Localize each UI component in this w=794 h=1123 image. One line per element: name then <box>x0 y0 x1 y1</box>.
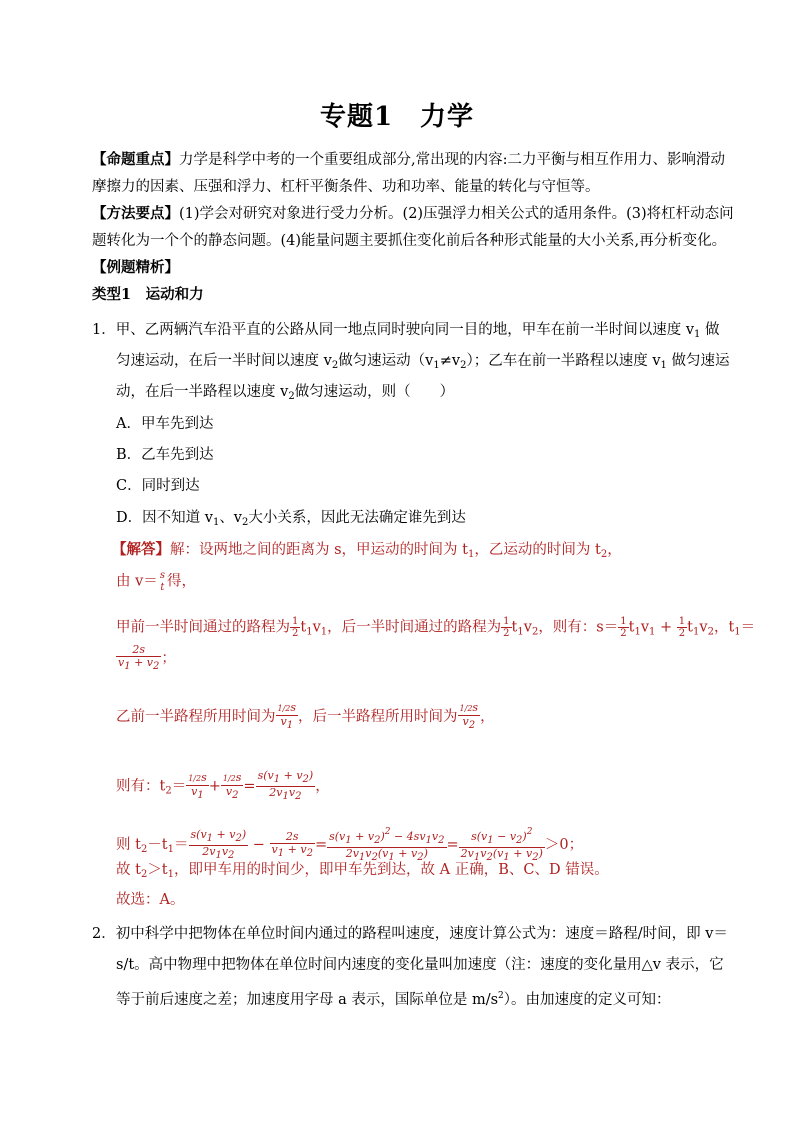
method-label: 【方法要点】 <box>92 205 179 222</box>
answer-line-7: 则 $t_2-t_1=$ $\frac{s(v_1 + v_2)}{2v_1v_2}$ − $\frac{2s}{v_1 + v_2}$ = $\frac{s(v_1 + v_2)^2 - 4sv_1v_2}{2v_1v_2(v_1 + v_2)}$ = $\frac{s(v_1 - v_2)^2}{2v_1v_2(v_1 + v_2)}$ ＞0； <box>116 827 584 863</box>
method-line-1 <box>92 204 734 224</box>
q1-line-3-b: 做匀速运动，则（ ） <box>294 384 455 400</box>
answer-line-4: $\frac{2s}{v_1 + v_2}$ ； <box>118 643 176 672</box>
answer-line-6: 则有：$t_2=$ $\frac{1/2s}{v_1}$ + $\frac{1/2s}{v_2}$ = $\frac{s(v_1 + v_2)}{2v_1v_2}$ ， <box>116 769 330 802</box>
q1-line-2: 匀速运动，在后一半时间以速度 $v_2$做匀速运动$(v_1\ne v_2)$；乙车在前一半路程以速度 $v_1$ 做匀速运 <box>116 353 730 371</box>
answer-6-a: 则有：t <box>116 778 166 795</box>
answer-7-b: －t <box>147 837 168 853</box>
answer-3-c: ，则有：s＝ <box>538 619 619 636</box>
method-line-2: 题转化为一个个的静态问题。(4)能量问题主要抓住变化前后各种形式能量的大小关系,再分析变化。 <box>92 233 727 249</box>
answer-7-a: 则 t <box>116 837 141 853</box>
fraction-half: $\frac{1}{2}$ <box>292 616 299 639</box>
fraction-half-s-over-v1: $\frac{1/2s}{v_1}$ <box>277 701 297 731</box>
answer-7-d: ＞0； <box>544 837 584 853</box>
answer-line-5 <box>116 702 495 732</box>
q2-line-3-b: ）。由加速度的定义可知： <box>503 992 671 1008</box>
option-d-b: 、v <box>219 510 243 526</box>
option-d: D．因不知道 $v_1$、$v_2$大小关系，因此无法确定谁先到达 <box>116 510 466 528</box>
answer-8-b: ＞t <box>147 862 168 878</box>
focus-label: 【命题重点】 <box>92 151 179 168</box>
type-label: 类型1 运动和力 <box>92 286 204 303</box>
q1-line-3: 动，在后一半路程以速度 $v_2$做匀速运动，则（ ） <box>116 384 455 402</box>
q1-sub: 1 <box>694 329 701 340</box>
fraction-half: $\frac{1}{2}$ <box>678 616 686 639</box>
q2-line-1: 2．初中科学中把物体在单位时间内通过的路程叫速度，速度计算公式为：速度＝路程/时间，即 v＝ <box>92 926 728 942</box>
answer-line-2 <box>116 570 196 593</box>
page-title: 专题1 力学 <box>319 102 475 132</box>
fraction-s-over-t: s t <box>159 570 165 593</box>
answer-5-a: 乙前一半路程所用时间为 <box>116 709 276 725</box>
answer-3-d: ，t <box>713 619 735 636</box>
answer-label: 【解答】 <box>112 541 170 558</box>
q1-line-2-a: 匀速运动，在后一半时间以速度 v <box>116 353 332 369</box>
answer-7-c: ＝ <box>174 837 189 853</box>
answer-line-8: 故 $t_2>t_1$，即甲车用的时间少，即甲车先到达，故 A 正确，B、C、D 错误。 <box>116 862 609 880</box>
answer-3-b: ，后一半时间通过的路程为 <box>327 619 502 636</box>
q1-line-1-end: 做 <box>700 322 720 338</box>
q1-line-1 <box>92 320 720 345</box>
q2-line-2: s/t。高中物理中把物体在单位时间内速度的变化量叫加速度（注：速度的变化量用△v 表示，它 <box>116 957 724 973</box>
answer-8-c: ，即甲车用的时间少，即甲车先到达，故 A 正确，B、C、D 错误。 <box>174 862 609 878</box>
q2-line-3-a: 等于前后速度之差；加速度用字母 a 表示，国际单位是 m/s <box>116 992 499 1008</box>
answer-2-b: 得， <box>166 573 196 590</box>
option-c: C．同时到达 <box>116 478 200 494</box>
option-b: B．乙车先到达 <box>116 447 214 463</box>
answer-1-b: ，乙运动的时间为 t <box>474 542 601 558</box>
answer-line-9: 故选：A。 <box>116 892 185 908</box>
q1-line-3-a: 动，在后一半路程以速度 v <box>116 384 289 400</box>
q1-line-2-e: 做匀速运 <box>666 353 730 369</box>
answer-3-e: ＝ <box>740 619 756 636</box>
q1-line-2-c: ≠v <box>439 353 461 369</box>
answer-line-1: 【解答】解：设两地之间的距离为 s，甲运动的时间为 $t_1$，乙运动的时间为 $t_2$， <box>112 541 622 560</box>
examples-label: 【例题精析】 <box>92 259 179 276</box>
method-text-1: (1)学会对研究对象进行受力分析。(2)压强浮力相关公式的适用条件。(3)将杠杆动态问 <box>179 206 734 222</box>
fraction-t2-result: $\frac{s(v_1 + v_2)}{2v_1v_2}$ <box>257 769 314 802</box>
fraction-half: $\frac{1}{2}$ <box>503 616 510 639</box>
q1-line-2-d: ）；乙车在前一半路程以速度 v <box>466 353 661 369</box>
focus-text-1: 力学是科学中考的一个重要组成部分,常出现的内容:二力平衡与相互作用力、影响滑动 <box>179 152 725 168</box>
answer-5-c: ， <box>480 709 495 725</box>
answer-1-a: 解：设两地之间的距离为 s，甲运动的时间为 t <box>170 542 468 558</box>
answer-2-a: 由 v＝ <box>116 573 158 590</box>
fraction-t2-b: $\frac{1/2s}{v_2}$ <box>222 770 242 801</box>
q1-line-1-text: 1．甲、乙两辆汽车沿平直的公路从同一地点同时驶向同一目的地，甲车在前一半时间以速度 v <box>92 322 695 338</box>
fraction-half-s-over-v2: $\frac{1/2s}{v_2}$ <box>459 701 479 731</box>
answer-8-a: 故 t <box>116 862 141 878</box>
answer-3-a: 甲前一半时间通过的路程为 <box>116 619 290 636</box>
fraction-2s-over-sum: $\frac{2s}{v_1 + v_2}$ <box>118 643 160 672</box>
fraction-diff-b: $\frac{2s}{v_1 + v_2}$ <box>271 829 313 859</box>
option-a: A．甲车先到达 <box>116 416 214 432</box>
fraction-diff-c: $\frac{s(v_1 + v_2)^2 - 4sv_1v_2}{2v_1v_2(v_1 + v_2)}$ <box>329 827 445 863</box>
answer-6-b: ＝ <box>171 778 187 795</box>
focus-line-2: 摩擦力的因素、压强和浮力、杠杆平衡条件、功和功率、能量的转化与守恒等。 <box>92 179 600 195</box>
option-d-c: 大小关系，因此无法确定谁先到达 <box>248 510 466 526</box>
q2-line-3: 等于前后速度之差；加速度用字母 a 表示，国际单位是 $m/s^2$）。由加速度的定义可知： <box>116 991 671 1008</box>
answer-1-c: ， <box>607 542 622 558</box>
focus-line-1 <box>92 150 725 170</box>
answer-5-b: ，后一半路程所用时间为 <box>298 709 458 725</box>
fraction-t2-a: $\frac{1/2s}{v_1}$ <box>188 770 207 801</box>
answer-line-3: 甲前一半时间通过的路程为 $\frac{1}{2}$ $t_1v_1$，后一半时间通过的路程为 $\frac{1}{2}$ $t_1v_2$，则有：s＝ $\frac{1}{2}$ $t_1v_1$ + $\frac{1}{2}$ $t_1v_2$，$t_1=$ <box>116 616 756 639</box>
option-d-a: D．因不知道 v <box>116 510 213 526</box>
fraction-diff-a: $\frac{s(v_1 + v_2)}{2v_1v_2}$ <box>190 827 247 861</box>
fraction-diff-d: $\frac{s(v_1 - v_2)^2}{2v_1v_2(v_1 + v_2)}$ <box>460 827 543 863</box>
fraction-half: $\frac{1}{2}$ <box>620 616 627 639</box>
q1-line-2-b: 做匀速运动（v <box>338 353 434 369</box>
